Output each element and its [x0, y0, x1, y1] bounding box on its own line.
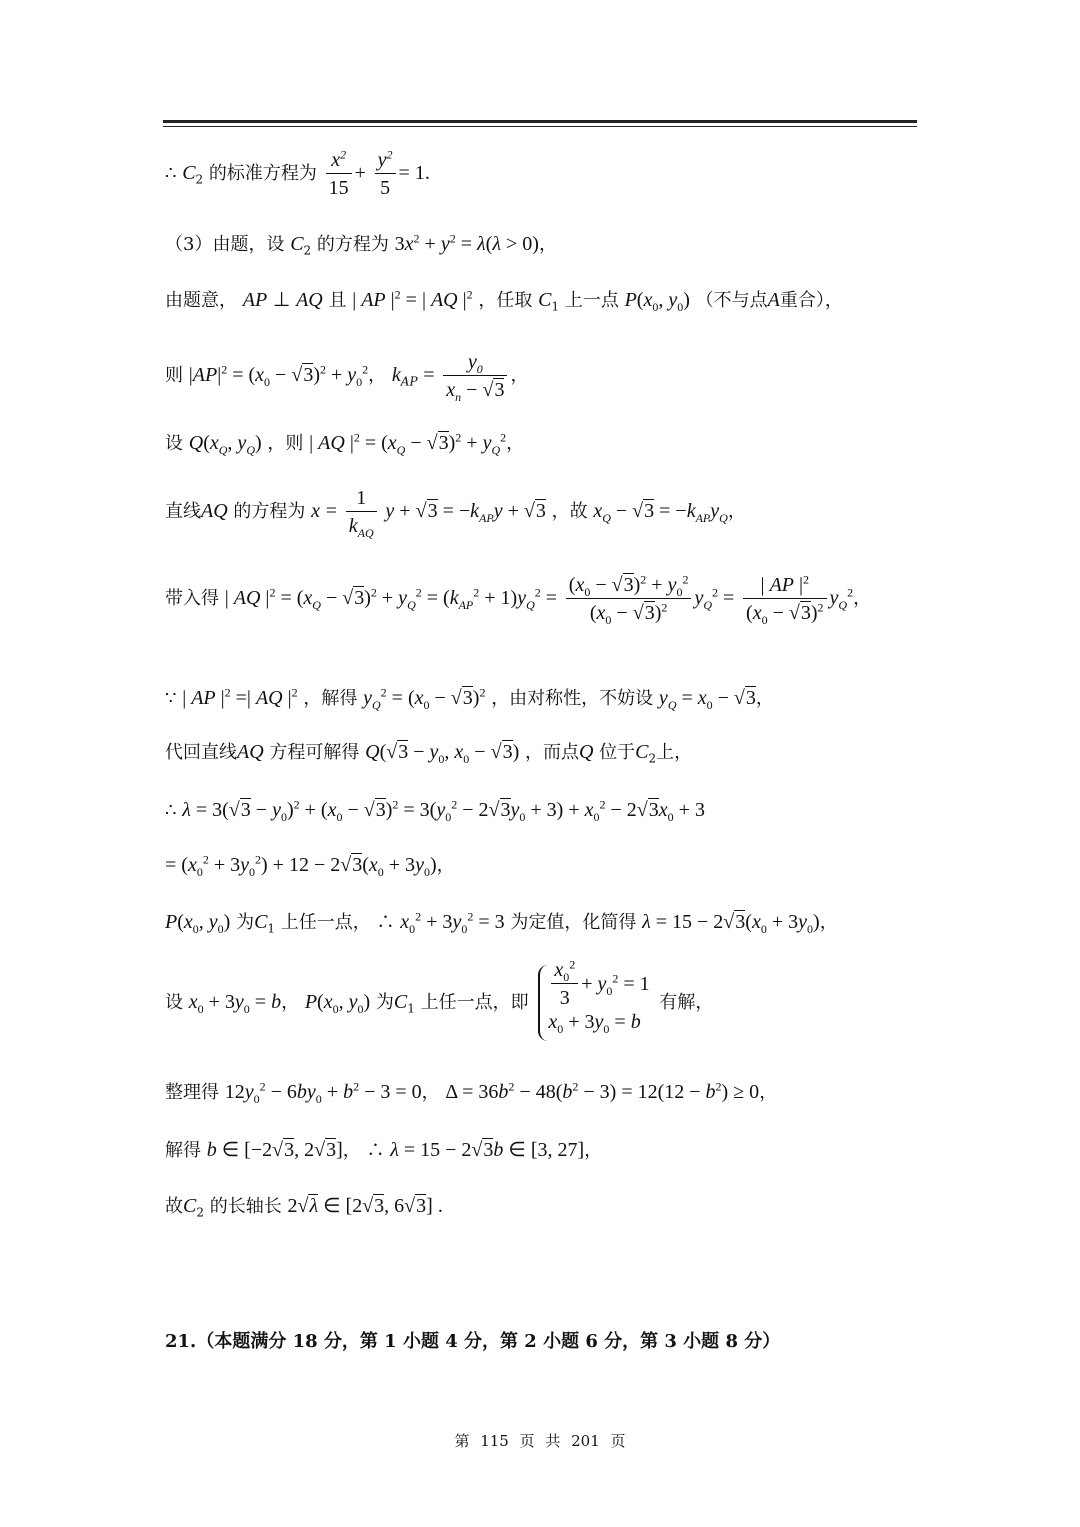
line-part3: （3）由题，设 $C_2$ 的方程为 $3x^2 + y^2 = \lambda(\lambda > 0)$， [165, 231, 557, 258]
line-substitute: 带入得 | AQ $|^2 = (x_Q - √3)^2 + y_Q^2 = (k_{AP}^2 + 1)y_Q^2$ = $\frac{(x_0 - √3)^2 + y_0^2}{(x_0 - √3)^2}$ $y_Q^2$ = $\frac{| AP |^2}{(x_0 - √3)^2}$ $y_Q^2$， [165, 572, 872, 627]
page-footer: 第 115 页 共 201 页 [454, 1432, 626, 1450]
line-set-q: 设 $Q(x_Q$, $y_Q$) ，则 | AQ $|^2 = (x_Q - √3)^2 + y_Q^2$， [165, 430, 525, 457]
line-discriminant: 整理得 $12y_0^2 - 6by_0 + b^2 - 3 = 0$， $\Delta = 36b^2 - 48(b^2 - 3) = 12(12 - b^2) \ge 0$， [165, 1079, 778, 1106]
line-problem-meaning: 由题意， AP ⊥ AQ 且 | AP $|^2$ = | AQ $|^2$ ，任取 $C_1$ 上一点 $P(x_0$, $y_0$) （不与点A重合）， [165, 287, 843, 314]
line-lambda-simplify: = $(x_0^2 + 3y_0^2) + 12 - 2√3(x_0 + 3y_0)$， [165, 852, 455, 879]
header-rule-thick [163, 120, 917, 123]
line-major-axis: 故$C_2$ 的长轴长 2√λ ∈ [2√3, 6√3] . [165, 1195, 443, 1220]
line-solve-yq: ∵ | AP $|^2$ =| AQ $|^2$ ，解得 $y_Q^2 = (x_0 - √3)^2$ ，由对称性，不妨设 $y_Q = x_0 - √3$， [165, 685, 774, 712]
header-rule-thin [163, 126, 917, 127]
question-21-header: 21.（本题满分 18 分，第 1 小题 4 分，第 2 小题 6 分，第 3 小题 8 分） [165, 1331, 781, 1352]
line-b-range: 解得 b ∈ [−2√3, 2√3]， ∴ λ = 15 − 2√3b ∈ [3, 27]， [165, 1139, 603, 1161]
line-back-substitute: 代回直线AQ 方程可解得 $Q(√3 - y_0$, $x_0 - √3$) ，而点Q 位于$C_2$上， [165, 741, 693, 766]
line-c2-standard-equation: ∴ $C_2$ 的标准方程为 $\frac{x^2}{15}$ + $\frac{y^2}{5}$ = 1. [165, 147, 430, 199]
line-lambda-expand: ∴ $\lambda = 3(√3 - y_0)^2 + (x_0 - √3)^2 = 3(y_0^2 - 2√3y_0 + 3) + x_0^2 - 2√3x_0 + 3$ [165, 797, 705, 824]
line-ap-length: 则 $|AP|^2 = (x_0 - √3)^2 + y_0^2$， $k_{AP}$ = $\frac{y_0}{x_n - √3}$ ， [165, 351, 529, 404]
equation-system: $\frac{x_0^2}{3}$ + $y_0^2 = 1$ $x_0 + 3y_0 = b$ [538, 965, 649, 1041]
line-p-on-c1: $P(x_0$, $y_0$) 为$C_1$ 上任一点， ∴ $x_0^2 + 3y_0^2 = 3$ 为定值，化简得 $\lambda = 15 - 2√3(x_0 + 3y_0)$， [165, 909, 838, 936]
line-aq-equation: 直线AQ 的方程为 x = $\frac{1}{k_{AQ}}$ $y + √3 = -k_{AP}y + √3$ ，故 $x_Q - √3 = -k_{AP}y_Q$， [165, 487, 746, 540]
line-system: 设 $x_0 + 3y_0 = b$， $P(x_0$, $y_0$) 为$C_1$ 上任一点，即 $\frac{x_0^2}{3}$ + $y_0^2 = 1$ $x_0 + 3y_0 = b$ 有解， [165, 965, 713, 1041]
